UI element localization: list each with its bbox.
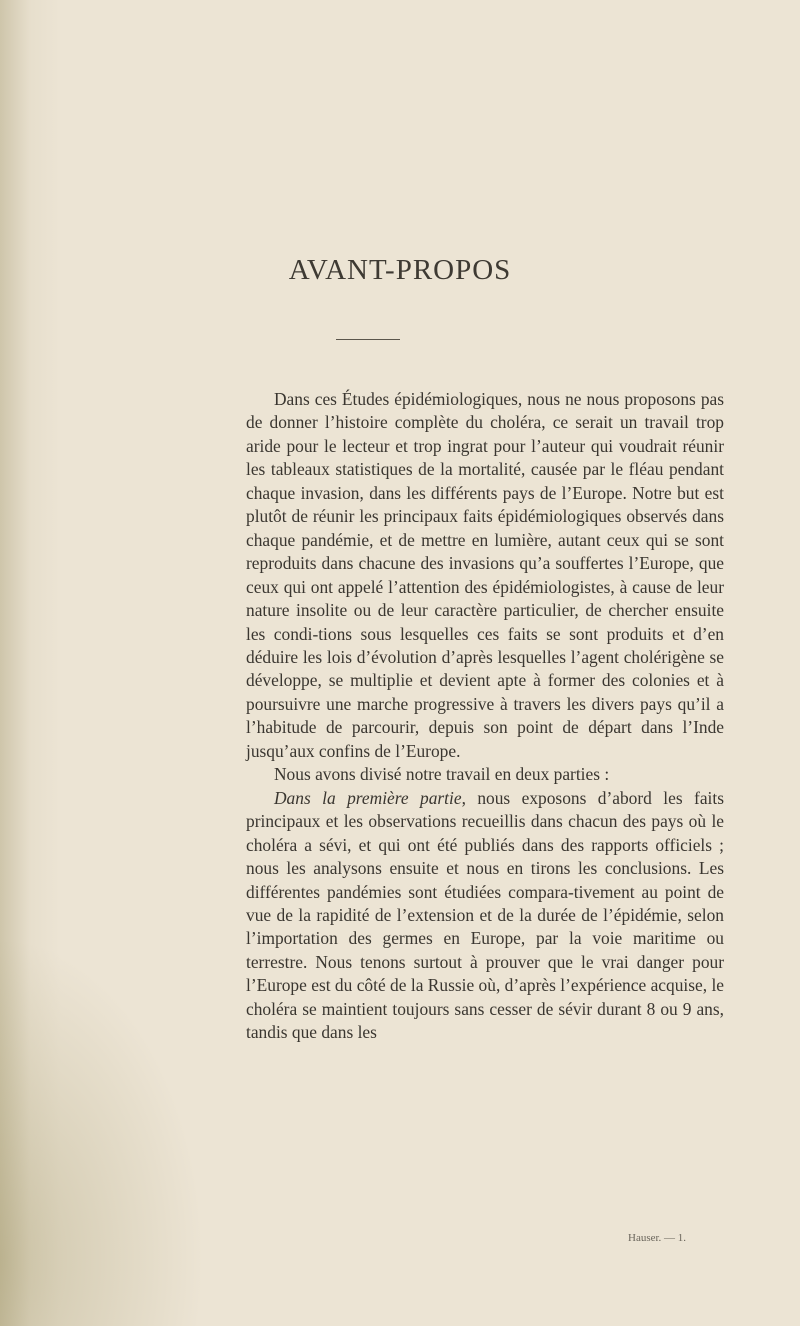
paragraph-intro: Dans ces Études épidémiologiques, nous ne nous proposons pas de donner l’histoire complète du choléra, ce serait un travail trop aride pour le lecteur et trop ingrat pour l’auteur qui voudrait réunir les tableaux statistiques de la mortalité, causée par le fléau pendant chaque invasion, dans les différents pays de l’Europe. Notre but est plutôt de réunir les principaux faits épidémiologiques observés dans chaque pandémie, et de mettre en lumière, autant ceux qui se sont reproduits dans chacune des invasions qu’a souffertes l’Europe, que ceux qui ont appelé l’attention des épidémiologistes, à cause de leur nature insolite ou de leur caractère particulier, de chercher ensuite les condi-tions sous lesquelles ces faits se sont produits et d’en déduire les lois d’évolution d’après lesquelles l’agent cholérigène se développe, se multiplie et devient apte à former des colonies et à poursuivre une marche progressive à travers les divers pays qu’il a l’habitude de parcourir, depuis son point de départ dans l’Inde jusqu’aux confins de l’Europe.	[246, 389, 724, 761]
title-divider	[336, 339, 400, 340]
paragraph-first-part	[246, 787, 724, 1045]
body-text	[246, 388, 724, 1045]
first-part-text: , nous exposons d’abord les faits principaux et les observations recueillis dans chacun des pays où le choléra a sévi, et qui ont été publiés dans des rapports officiels ; nous les analysons ensuite et nous en tirons les conclusions. Les différentes pandémies sont étudiées compara-tivement au point de vue de la rapidité de l’extension et de la durée de l’épidémie, selon l’importation des germes en Europe, par la voie maritime ou terrestre. Nous tenons surtout à prouver que le vrai danger pour l’Europe est du côté de la Russie où, d’après l’expérience acquise, le choléra se maintient toujours sans cesser de sévir durant 8 ou 9 ans, tandis que dans les	[246, 787, 724, 1043]
first-part-heading: Dans la première partie	[274, 787, 462, 808]
paragraph-division: Nous avons divisé notre travail en deux parties :	[274, 764, 610, 785]
page-title: AVANT-PROPOS	[288, 254, 512, 286]
signature-footer: Hauser. — 1.	[628, 1232, 687, 1244]
